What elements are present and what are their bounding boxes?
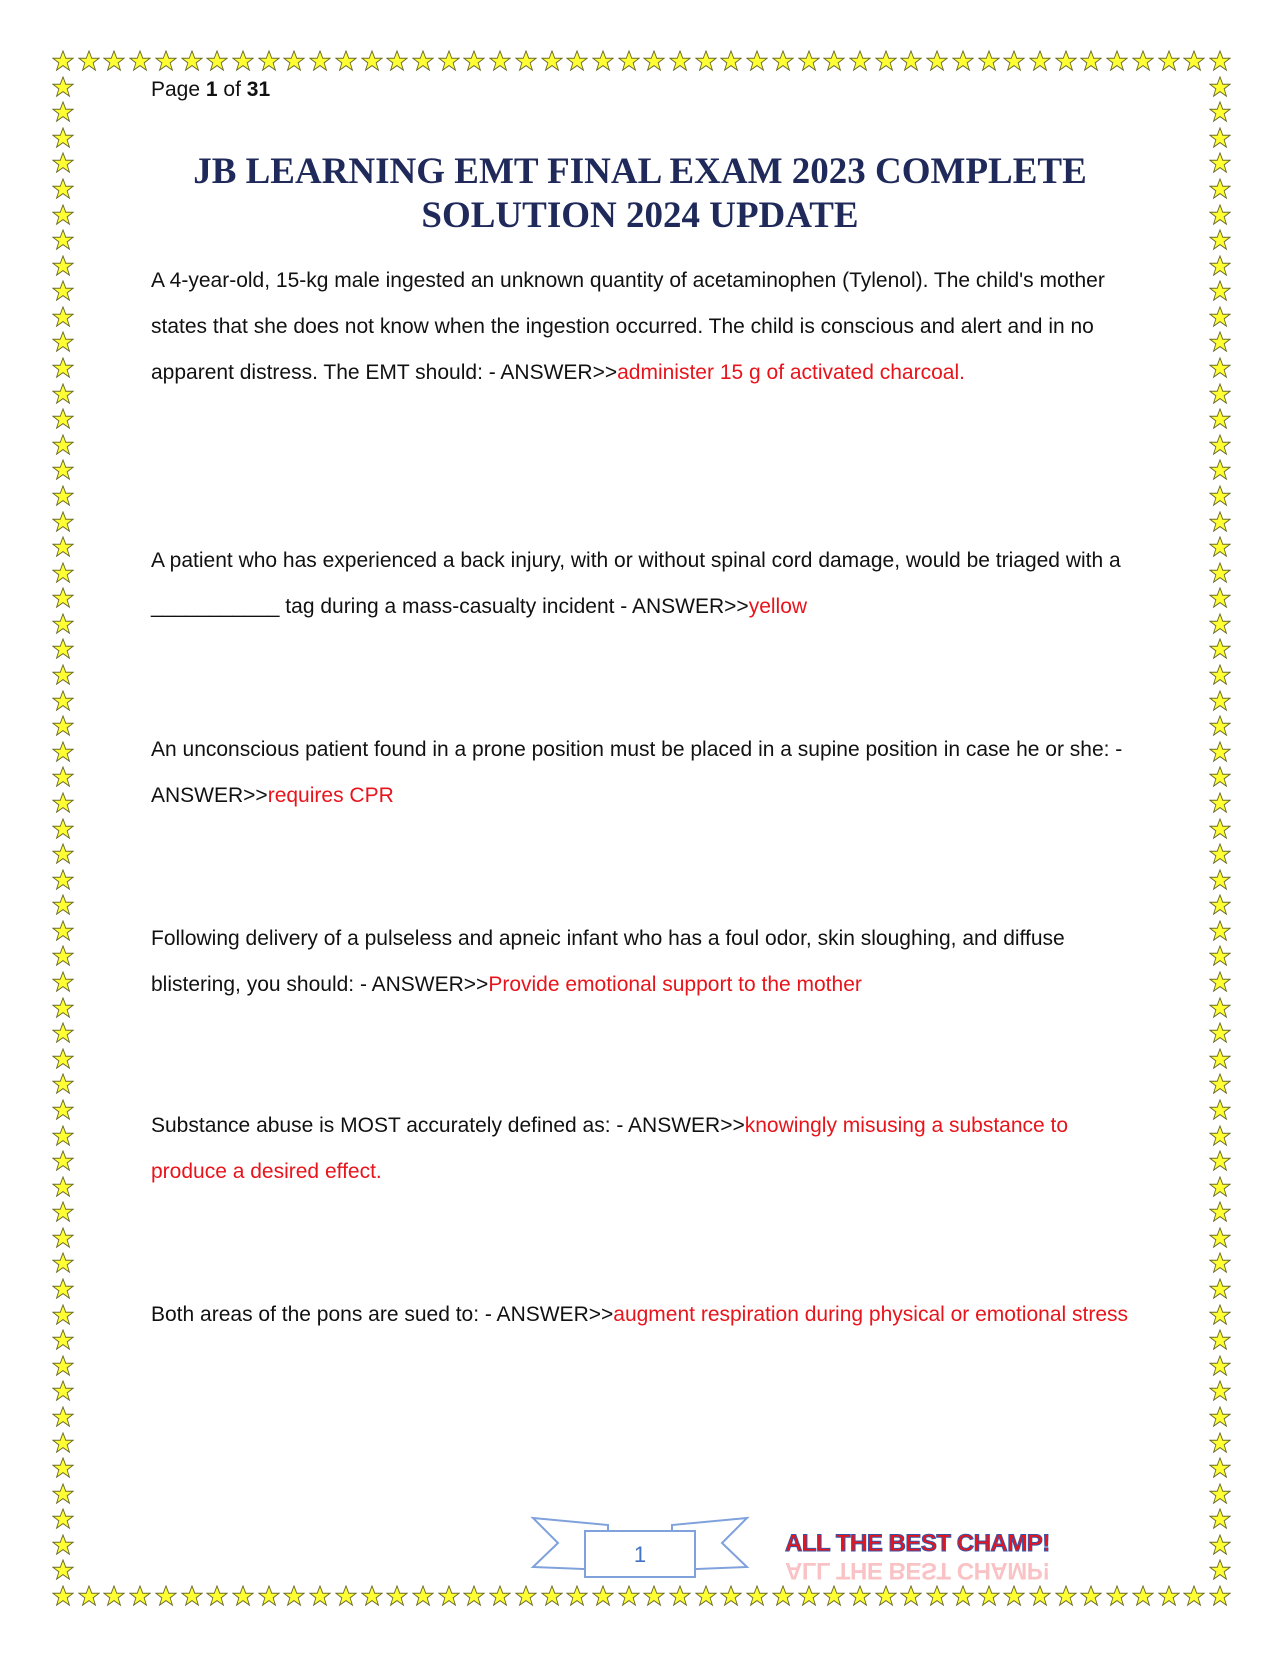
star-icon [283, 50, 305, 72]
question-text: A patient who has experienced a back injury, with or without spinal cord damage, would be triaged with a ___________ tag during a mass-casualty incident - ANSWER>> [151, 549, 1121, 618]
star-icon [52, 562, 74, 584]
star-icon [1209, 818, 1231, 840]
star-icon [849, 1585, 871, 1607]
star-icon [52, 1355, 74, 1377]
star-icon [283, 1585, 305, 1607]
answer-text: augment respiration during physical or emotional stress [613, 1303, 1129, 1326]
star-icon [1209, 971, 1231, 993]
star-icon [515, 50, 537, 72]
star-icon [566, 1585, 588, 1607]
question-5 [151, 1103, 1141, 1195]
star-icon [52, 664, 74, 686]
star-icon [592, 1585, 614, 1607]
star-icon [1209, 664, 1231, 686]
star-icon [746, 50, 768, 72]
star-icon [1209, 1252, 1231, 1274]
star-icon [52, 331, 74, 353]
star-icon [1209, 1432, 1231, 1454]
star-icon [541, 50, 563, 72]
star-icon [1209, 1048, 1231, 1070]
star-icon [1132, 1585, 1154, 1607]
star-icon [1209, 485, 1231, 507]
star-icon [361, 50, 383, 72]
question-text: An unconscious patient found in a prone position must be placed in a supine position in case he or she: - ANSWER>> [151, 738, 1123, 807]
star-icon [823, 50, 845, 72]
star-icon [1209, 1201, 1231, 1223]
star-icon [772, 50, 794, 72]
star-icon [1209, 1406, 1231, 1428]
star-icon [1158, 50, 1180, 72]
document-title: JB LEARNING EMT FINAL EXAM 2023 COMPLETE SOLUTION 2024 UPDATE [193, 151, 1087, 236]
star-icon [1209, 1457, 1231, 1479]
star-icon [52, 1534, 74, 1556]
star-icon [1209, 843, 1231, 865]
star-icon [1209, 1125, 1231, 1147]
star-icon [1209, 127, 1231, 149]
star-icon [155, 50, 177, 72]
star-icon [720, 50, 742, 72]
star-icon [52, 511, 74, 533]
star-icon [1209, 101, 1231, 123]
star-icon [1209, 280, 1231, 302]
star-icon [1209, 255, 1231, 277]
star-icon [78, 50, 100, 72]
star-icon [129, 1585, 151, 1607]
footer-page-number: 1 [633, 1542, 647, 1567]
star-icon [1003, 50, 1025, 72]
star-icon [1209, 894, 1231, 916]
star-icon [1209, 1150, 1231, 1172]
star-icon [52, 1508, 74, 1530]
star-icon [52, 1201, 74, 1223]
star-icon [52, 1048, 74, 1070]
star-icon [1209, 715, 1231, 737]
star-icon [52, 869, 74, 891]
star-icon [52, 204, 74, 226]
star-icon [1209, 741, 1231, 763]
question-1 [151, 258, 1141, 396]
star-icon [1209, 1329, 1231, 1351]
star-icon [361, 1585, 383, 1607]
star-icon [978, 50, 1000, 72]
question-text: A 4-year-old, 15-kg male ingested an unknown quantity of acetaminophen (Tylenol). The child's mother states that she does not know when the ingestion occurred. The child is conscious and alert and in no apparent distress. The EMT should: - ANSWER>> [151, 269, 1105, 384]
star-icon [1209, 1278, 1231, 1300]
star-icon [1209, 997, 1231, 1019]
star-icon [1209, 766, 1231, 788]
star-icon [78, 1585, 100, 1607]
star-icon [875, 1585, 897, 1607]
star-icon [1209, 1585, 1231, 1607]
star-icon [1055, 1585, 1077, 1607]
star-icon [849, 50, 871, 72]
star-icon [438, 1585, 460, 1607]
star-icon [1209, 152, 1231, 174]
page-total: 31 [246, 78, 271, 101]
star-icon [1209, 178, 1231, 200]
star-icon [720, 1585, 742, 1607]
star-icon [1209, 331, 1231, 353]
star-icon [52, 536, 74, 558]
star-icon [52, 229, 74, 251]
star-icon [52, 894, 74, 916]
star-icon [926, 1585, 948, 1607]
star-icon [798, 1585, 820, 1607]
star-icon [52, 1125, 74, 1147]
star-icon [206, 1585, 228, 1607]
star-icon [52, 357, 74, 379]
star-icon [52, 178, 74, 200]
star-icon [1132, 50, 1154, 72]
star-icon [1158, 1585, 1180, 1607]
star-icon [52, 1585, 74, 1607]
star-icon [52, 1406, 74, 1428]
question-text: Following delivery of a pulseless and apneic infant who has a foul odor, skin sloughing, and diffuse blistering, you should: - ANSWER>> [151, 927, 1065, 996]
star-icon [823, 1585, 845, 1607]
star-icon [1183, 1585, 1205, 1607]
star-icon [52, 1099, 74, 1121]
star-icon [412, 1585, 434, 1607]
star-icon [1209, 1099, 1231, 1121]
star-icon [52, 587, 74, 609]
star-icon [52, 101, 74, 123]
star-icon [412, 50, 434, 72]
star-icon [695, 1585, 717, 1607]
star-icon [1106, 50, 1128, 72]
star-icon [541, 1585, 563, 1607]
star-icon [258, 50, 280, 72]
star-icon [52, 1227, 74, 1249]
star-icon [463, 1585, 485, 1607]
star-icon [103, 50, 125, 72]
star-icon [52, 741, 74, 763]
star-icon [52, 434, 74, 456]
star-icon [746, 1585, 768, 1607]
answer-text: knowingly misusing a substance to produce a desired effect. [151, 1114, 1069, 1183]
star-icon [1209, 562, 1231, 584]
star-icon [52, 306, 74, 328]
star-icon [489, 1585, 511, 1607]
star-icon [181, 1585, 203, 1607]
star-icon [52, 1176, 74, 1198]
star-icon [952, 50, 974, 72]
star-icon [52, 76, 74, 98]
star-icon [181, 50, 203, 72]
star-icon [1209, 1304, 1231, 1326]
star-icon [1209, 587, 1231, 609]
star-icon [309, 50, 331, 72]
star-icon [1080, 50, 1102, 72]
star-icon [52, 1150, 74, 1172]
star-icon [52, 485, 74, 507]
star-icon [1209, 511, 1231, 533]
star-icon [1209, 1559, 1231, 1581]
star-icon [52, 152, 74, 174]
star-icon [1209, 306, 1231, 328]
star-icon [52, 1380, 74, 1402]
question-3 [151, 727, 1141, 819]
star-icon [438, 50, 460, 72]
star-icon [618, 50, 640, 72]
star-icon [52, 818, 74, 840]
question-6 [151, 1292, 1141, 1338]
star-icon [1209, 76, 1231, 98]
star-icon [206, 50, 228, 72]
star-icon [1209, 536, 1231, 558]
page-current: 1 [205, 78, 218, 101]
star-icon [1183, 50, 1205, 72]
star-icon [1209, 459, 1231, 481]
star-icon [1209, 1508, 1231, 1530]
star-icon [1003, 1585, 1025, 1607]
star-icon [900, 1585, 922, 1607]
star-icon [386, 1585, 408, 1607]
star-icon [1209, 357, 1231, 379]
star-icon [52, 843, 74, 865]
star-icon [489, 50, 511, 72]
star-icon [463, 50, 485, 72]
star-icon [900, 50, 922, 72]
star-icon [1209, 869, 1231, 891]
star-icon [52, 971, 74, 993]
star-icon [232, 50, 254, 72]
page-prefix: Page [151, 78, 201, 101]
star-icon [335, 50, 357, 72]
star-icon [1055, 50, 1077, 72]
star-icon [978, 1585, 1000, 1607]
star-icon [155, 1585, 177, 1607]
star-icon [103, 1585, 125, 1607]
star-icon [1209, 920, 1231, 942]
star-icon [52, 383, 74, 405]
star-icon [52, 255, 74, 277]
question-text: Both areas of the pons are sued to: - ANSWER>> [151, 1303, 614, 1326]
star-icon [875, 50, 897, 72]
footer-slogan-reflection: ALL THE BEST CHAMP! [785, 1557, 1050, 1584]
star-icon [643, 1585, 665, 1607]
star-icon [52, 1559, 74, 1581]
star-icon [52, 1432, 74, 1454]
star-icon [1209, 1483, 1231, 1505]
star-icon [232, 1585, 254, 1607]
star-icon [52, 1329, 74, 1351]
star-icon [258, 1585, 280, 1607]
star-icon [1209, 1227, 1231, 1249]
star-icon [592, 50, 614, 72]
star-icon [1209, 690, 1231, 712]
star-icon [1209, 1022, 1231, 1044]
star-icon [926, 50, 948, 72]
star-icon [1106, 1585, 1128, 1607]
star-icon [1209, 229, 1231, 251]
star-icon [52, 1252, 74, 1274]
star-icon [52, 715, 74, 737]
star-icon [952, 1585, 974, 1607]
star-icon [52, 613, 74, 635]
star-icon [52, 127, 74, 149]
star-icon [669, 1585, 691, 1607]
star-icon [52, 690, 74, 712]
answer-text: Provide emotional support to the mother [488, 973, 862, 996]
star-icon [1209, 638, 1231, 660]
star-icon [1029, 1585, 1051, 1607]
star-icon [618, 1585, 640, 1607]
star-icon [52, 792, 74, 814]
star-icon [129, 50, 151, 72]
star-icon [386, 50, 408, 72]
star-icon [52, 50, 74, 72]
star-icon [52, 1073, 74, 1095]
page-of: of [223, 78, 241, 101]
star-icon [1209, 1380, 1231, 1402]
star-icon [52, 408, 74, 430]
star-icon [52, 1278, 74, 1300]
star-icon [1209, 50, 1231, 72]
star-icon [1080, 1585, 1102, 1607]
star-icon [643, 50, 665, 72]
star-icon [52, 459, 74, 481]
star-icon [52, 997, 74, 1019]
star-icon [52, 280, 74, 302]
star-icon [52, 1457, 74, 1479]
star-icon [1209, 1176, 1231, 1198]
star-icon [1209, 408, 1231, 430]
star-icon [515, 1585, 537, 1607]
star-icon [1209, 434, 1231, 456]
star-icon [1029, 50, 1051, 72]
star-icon [1209, 1355, 1231, 1377]
question-text: Substance abuse is MOST accurately defined as: - ANSWER>> [151, 1114, 745, 1137]
star-icon [52, 1483, 74, 1505]
answer-text: requires CPR [267, 784, 394, 807]
question-4 [151, 916, 1141, 1008]
star-icon [1209, 792, 1231, 814]
star-icon [52, 638, 74, 660]
star-icon [52, 1022, 74, 1044]
star-icon [52, 1304, 74, 1326]
star-icon [1209, 383, 1231, 405]
answer-text: administer 15 g of activated charcoal. [617, 361, 965, 384]
star-icon [1209, 613, 1231, 635]
star-icon [1209, 1534, 1231, 1556]
star-icon [1209, 945, 1231, 967]
answer-text: yellow [748, 595, 808, 618]
star-icon [52, 945, 74, 967]
page-indicator [151, 78, 270, 102]
star-icon [1209, 1073, 1231, 1095]
star-icon [566, 50, 588, 72]
star-icon [335, 1585, 357, 1607]
star-icon [772, 1585, 794, 1607]
star-icon [695, 50, 717, 72]
star-icon [52, 920, 74, 942]
star-icon [1209, 204, 1231, 226]
footer-slogan: ALL THE BEST CHAMP! [785, 1530, 1050, 1557]
star-icon [798, 50, 820, 72]
star-icon [309, 1585, 331, 1607]
star-icon [52, 766, 74, 788]
star-icon [669, 50, 691, 72]
question-2 [151, 538, 1141, 630]
